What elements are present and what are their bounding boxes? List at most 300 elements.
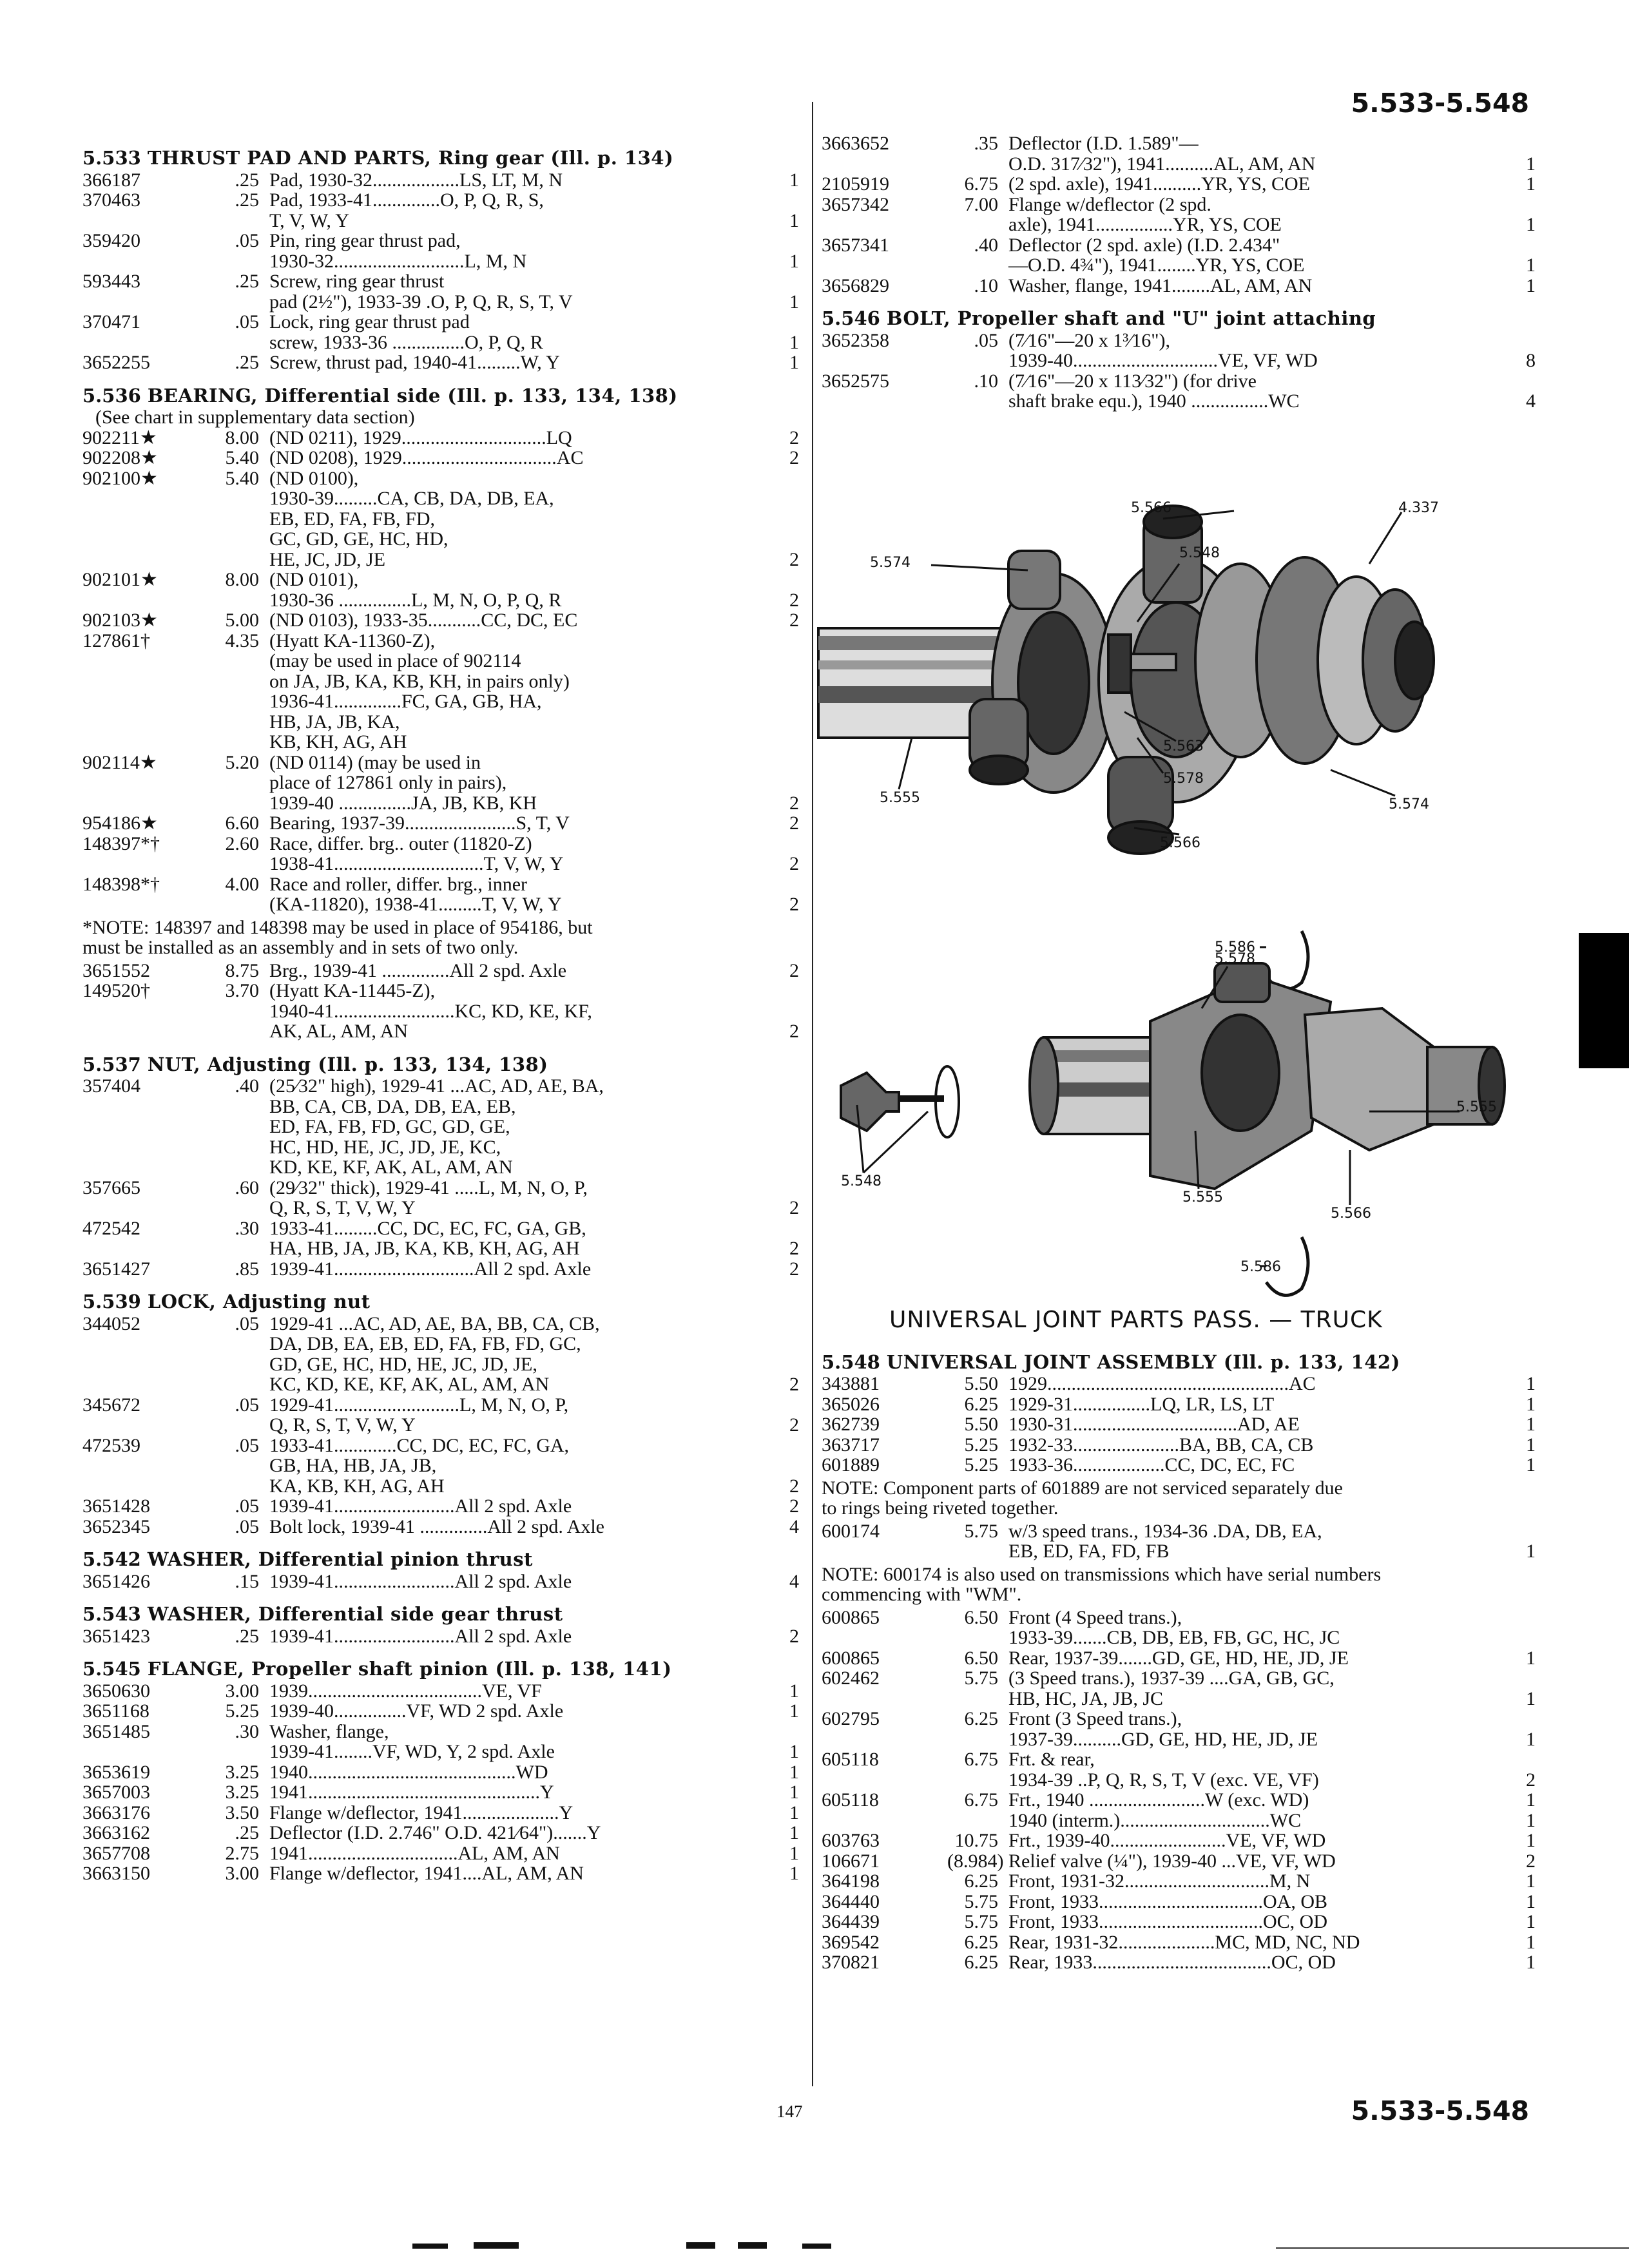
part-row	[82, 1823, 799, 1843]
part-quantity: 1	[1526, 1728, 1536, 1750]
part-price: .05	[235, 1515, 259, 1537]
part-quantity: 1	[1526, 1373, 1536, 1394]
part-number: 3651426	[82, 1570, 150, 1592]
part-row	[82, 874, 799, 915]
part-row	[82, 170, 799, 191]
part-row	[822, 1668, 1536, 1709]
part-row	[822, 1414, 1536, 1435]
part-number: 365026	[822, 1393, 880, 1415]
part-quantity: 2	[789, 589, 799, 611]
part-description: 1932-33......................BA, BB, CA, CB	[1008, 1434, 1314, 1456]
part-quantity: 1 1	[1526, 1789, 1536, 1831]
part-number: 3653619	[82, 1761, 150, 1783]
part-number: 343881	[822, 1373, 880, 1394]
part-price: 5.25	[964, 1434, 998, 1456]
part-price: .05	[235, 1495, 259, 1517]
part-number: 600174	[822, 1520, 880, 1542]
part-number: 603763	[822, 1830, 880, 1851]
section-title: LOCK, Adjusting nut	[147, 1291, 371, 1312]
part-description: 1933-36...................CC, DC, EC, FC	[1008, 1454, 1295, 1475]
part-description: 1939-41.........................All 2 spd. Axle	[269, 1625, 572, 1647]
universal-joint-illustration	[815, 467, 1537, 1369]
part-price: 2.75	[225, 1842, 259, 1864]
part-quantity: 1	[1526, 1952, 1536, 1973]
part-quantity: 2	[789, 1625, 799, 1647]
part-quantity: 1	[789, 1802, 799, 1823]
part-description: (25⁄32" high), 1929-41 ...AC, AD, AE, BA, BB, CA, CB, DA, DB, EA, EB, ED, FA, FB, FD, GC, GD, GE, HC, HD, HE, JC, JD, JE, KC, KD, KE, KF, AK, AL, AM, AN	[269, 1075, 604, 1178]
callout-5566-lower: 5.566	[1331, 1206, 1371, 1222]
part-quantity: 1	[1526, 274, 1536, 296]
part-row	[822, 1851, 1536, 1872]
part-number: 364198	[822, 1870, 880, 1892]
part-price: .40	[974, 234, 998, 256]
part-row	[82, 271, 799, 312]
callout-5566-top: 5.566	[1131, 500, 1171, 516]
part-row	[82, 428, 799, 448]
part-price: 5.75	[964, 1667, 998, 1689]
part-quantity: 2	[789, 1197, 799, 1218]
part-description: Front, 1931-32..............................M, N	[1008, 1870, 1311, 1892]
part-description: Front (3 Speed trans.), 1937-39..........GD, GE, HD, HE, JD, JE	[1008, 1708, 1318, 1750]
part-quantity: 1	[789, 169, 799, 191]
part-price: .30	[235, 1720, 259, 1742]
part-price: 7.00	[964, 193, 998, 215]
part-quantity: 1	[789, 1741, 799, 1762]
part-price: .05	[974, 329, 998, 351]
part-quantity: 2	[789, 1258, 799, 1280]
section-thumb-tab	[1579, 933, 1629, 1068]
part-number: 472539	[82, 1434, 140, 1456]
part-quantity: 2	[789, 1238, 799, 1259]
part-price: 5.00	[225, 610, 259, 631]
part-number: 106671	[822, 1850, 880, 1872]
part-row	[822, 1435, 1536, 1456]
part-number: 3656829	[822, 274, 889, 296]
section-heading	[82, 1550, 799, 1570]
part-number: 362739	[822, 1414, 880, 1435]
part-row	[82, 1571, 799, 1592]
part-number: 902101★	[82, 569, 158, 590]
catalog-section	[82, 1550, 799, 1591]
part-number: 3657708	[82, 1842, 150, 1864]
universal-joint-drawing	[815, 467, 1537, 1369]
part-price: 6.25	[964, 1708, 998, 1729]
part-number: 3652358	[822, 329, 889, 351]
part-number: 902114★	[82, 751, 157, 773]
part-quantity: 4	[789, 1570, 799, 1592]
part-quantity: 2	[789, 610, 799, 631]
part-row	[82, 1863, 799, 1884]
part-quantity: 1	[789, 1700, 799, 1722]
part-price: 6.25	[964, 1952, 998, 1973]
part-number: 902103★	[82, 610, 158, 631]
part-number: 3651427	[82, 1258, 150, 1280]
part-number: 472542	[82, 1217, 140, 1239]
part-row	[82, 1803, 799, 1823]
part-description: 1939....................................VE, VF	[269, 1680, 542, 1702]
part-price: 3.70	[225, 980, 259, 1001]
part-description: Rear, 1933.....................................OC, OD	[1008, 1952, 1336, 1973]
section-title: NUT, Adjusting (Ill. p. 133, 134, 138)	[147, 1053, 548, 1075]
part-description: Deflector (I.D. 2.746" O.D. 421⁄64").......Y	[269, 1822, 601, 1843]
part-price: .05	[235, 1312, 259, 1334]
part-row	[822, 1749, 1536, 1790]
part-number: 602795	[822, 1708, 880, 1729]
part-description: 1939-40...............VF, WD 2 spd. Axle	[269, 1700, 564, 1722]
part-price: .60	[235, 1177, 259, 1198]
part-price: 4.00	[225, 873, 259, 895]
part-row	[82, 1218, 799, 1259]
part-description: 1941...............................AL, AM, AN	[269, 1842, 560, 1864]
part-price: 6.25	[964, 1870, 998, 1892]
part-row	[82, 231, 799, 271]
part-description: Bearing, 1937-39.......................S, T, V	[269, 812, 570, 834]
part-price: .40	[235, 1075, 259, 1097]
scan-edge-line	[1276, 2247, 1629, 2249]
part-description: Race and roller, differ. brg., inner (KA-11820), 1938-41.........T, V, W, Y	[269, 873, 562, 915]
part-description: Rear, 1931-32....................MC, MD, NC, ND	[1008, 1931, 1360, 1953]
part-number: 3657342	[822, 193, 889, 215]
part-price: 5.50	[964, 1373, 998, 1394]
section-heading	[82, 1604, 799, 1625]
part-description: Rear, 1937-39.......GD, GE, HD, HE, JD, JE	[1008, 1647, 1349, 1669]
part-price: 5.40	[225, 467, 259, 489]
part-row	[82, 1076, 799, 1178]
part-quantity: 1	[1526, 1541, 1536, 1562]
part-description: Front, 1933..................................OA, OB	[1008, 1890, 1328, 1912]
callout-5548-upper: 5.548	[1179, 545, 1220, 561]
part-row	[82, 631, 799, 753]
part-description: 1933-41.............CC, DC, EC, FC, GA, GB, HA, HB, JA, JB, KA, KB, KH, AG, AH	[269, 1434, 570, 1497]
part-description: Flange w/deflector (2 spd. axle), 1941................YR, YS, COE	[1008, 193, 1282, 235]
part-row	[822, 1871, 1536, 1892]
catalog-section	[82, 1604, 799, 1646]
column-divider	[812, 102, 813, 2086]
callout-5555-lower: 5.555	[1182, 1189, 1223, 1206]
part-price: .25	[235, 1625, 259, 1647]
part-price: .05	[235, 230, 259, 251]
part-number: 364440	[822, 1890, 880, 1912]
part-description: Pad, 1930-32..................LS, LT, M, N	[269, 169, 563, 191]
scan-bleed-marks	[412, 2241, 863, 2250]
part-row	[82, 610, 799, 631]
part-row	[82, 570, 799, 610]
section-number: 5.536	[82, 384, 141, 407]
section-heading	[82, 1659, 799, 1680]
part-quantity: 2	[789, 427, 799, 448]
callout-5566-bottom: 5.566	[1160, 835, 1200, 851]
callout-5548-lower: 5.548	[841, 1173, 882, 1189]
part-quantity: 1	[1526, 1870, 1536, 1892]
part-quantity: 2	[789, 1495, 799, 1517]
callout-5574-right: 5.574	[1389, 796, 1429, 812]
part-row	[82, 1395, 799, 1436]
part-row	[822, 1912, 1536, 1932]
part-description: Relief valve (¼"), 1939-40 ...VE, VF, WD	[1008, 1850, 1336, 1872]
part-quantity: 1	[1526, 1414, 1536, 1435]
part-number: 359420	[82, 230, 140, 251]
section-title: BOLT, Propeller shaft and "U" joint attaching	[886, 307, 1376, 329]
part-row	[82, 448, 799, 468]
part-price: 5.40	[225, 447, 259, 468]
part-row	[82, 834, 799, 874]
part-quantity: 1	[1526, 255, 1536, 276]
section-heading	[82, 1292, 799, 1312]
part-description: 1929-31................LQ, LR, LS, LT	[1008, 1393, 1275, 1415]
part-description: 1939-41.............................All 2 spd. Axle	[269, 1258, 592, 1280]
part-description: Washer, flange, 1941........AL, AM, AN	[1008, 274, 1313, 296]
part-row	[822, 1790, 1536, 1831]
part-price: .10	[974, 274, 998, 296]
part-price: 3.25	[225, 1761, 259, 1783]
part-price: 5.25	[964, 1454, 998, 1475]
part-price: .05	[235, 1434, 259, 1456]
part-description: 1941................................................Y	[269, 1782, 554, 1803]
part-description: 1929-41 ...AC, AD, AE, BA, BB, CA, CB, DA, DB, EA, EB, ED, FA, FB, FD, GC, GD, GE, HC, HD, HE, JC, JD, JE, KC, KD, KE, KF, AK, AL, AM, AN	[269, 1312, 600, 1395]
section-number: 5.546	[822, 307, 880, 329]
part-row	[822, 133, 1536, 174]
part-price: 2.60	[225, 832, 259, 854]
part-quantity: 2	[789, 1374, 799, 1395]
part-description: 1939-41.........................All 2 spd. Axle	[269, 1495, 572, 1517]
part-description: Frt. & rear, 1934-39 ..P, Q, R, S, T, V (exc. VE, VF)	[1008, 1749, 1319, 1791]
page-range-footer: 5.533-5.548	[1351, 2095, 1529, 2126]
part-number: 902100★	[82, 467, 158, 489]
part-description: Washer, flange, 1939-41........VF, WD, Y, 2 spd. Axle	[269, 1720, 555, 1762]
part-price: .85	[235, 1258, 259, 1280]
part-quantity: 1	[789, 1680, 799, 1702]
part-row	[82, 1843, 799, 1864]
section-number: 5.533	[82, 147, 141, 169]
part-quantity: 1	[1526, 1830, 1536, 1851]
catalog-section	[82, 1292, 799, 1537]
part-price: 6.75	[964, 1789, 998, 1811]
section-heading	[82, 1055, 799, 1075]
part-row	[82, 1259, 799, 1280]
part-number: 3651423	[82, 1625, 150, 1647]
part-description: Brg., 1939-41 ..............All 2 spd. Axle	[269, 959, 567, 981]
part-number: 600865	[822, 1647, 880, 1669]
part-row	[822, 1374, 1536, 1394]
section-number: 5.542	[82, 1548, 141, 1570]
part-row	[82, 1436, 799, 1497]
part-price: 10.75	[954, 1830, 998, 1851]
part-price: .25	[235, 189, 259, 211]
part-price: .25	[235, 1822, 259, 1843]
part-price: 3.00	[225, 1680, 259, 1702]
part-price: 5.20	[225, 751, 259, 773]
part-row	[82, 1314, 799, 1395]
part-price: 6.60	[225, 812, 259, 834]
part-number: 602462	[822, 1667, 880, 1689]
part-quantity: 1	[789, 1822, 799, 1843]
part-quantity: 2	[1526, 1769, 1536, 1791]
part-price: .10	[974, 370, 998, 392]
part-number: 3650630	[82, 1680, 150, 1702]
part-row	[82, 1178, 799, 1218]
part-row	[82, 190, 799, 231]
part-number: 345672	[82, 1394, 140, 1416]
callout-5578-lower: 5.578	[1215, 951, 1255, 967]
part-quantity: 1	[1526, 153, 1536, 175]
part-price: 8.75	[225, 959, 259, 981]
part-description: (ND 0103), 1933-35...........CC, DC, EC	[269, 610, 578, 631]
part-description: (ND 0100), 1930-39.........CA, CB, DA, DB, EA, EB, ED, FA, FB, FD, GC, GD, GE, HC, HD, HE, JC, JD, JE	[269, 467, 554, 570]
part-row	[822, 1892, 1536, 1912]
part-price: .25	[235, 169, 259, 191]
part-quantity: 2	[789, 894, 799, 915]
part-row	[822, 1709, 1536, 1749]
part-number: 3657341	[822, 234, 889, 256]
part-row	[822, 1932, 1536, 1953]
part-number: 605118	[822, 1749, 879, 1770]
part-number: 902208★	[82, 447, 158, 468]
part-description: (ND 0114) (may be used in place of 127861 only in pairs), 1939-40 ...............JA, JB, KB, KH	[269, 751, 537, 814]
part-number: 370463	[82, 189, 140, 211]
part-number: 344052	[82, 1312, 140, 1334]
part-quantity: 1	[789, 250, 799, 272]
part-quantity: 1	[789, 1782, 799, 1803]
part-price: 5.50	[964, 1414, 998, 1435]
left-column	[82, 135, 799, 1884]
part-row	[82, 1782, 799, 1803]
part-price: .25	[235, 352, 259, 373]
callout-5586-lower: 5.586	[1240, 1259, 1281, 1275]
part-row	[82, 1496, 799, 1517]
part-row	[82, 961, 799, 981]
part-row	[822, 1952, 1536, 1973]
part-row	[82, 753, 799, 814]
section-title: UNIVERSAL JOINT ASSEMBLY (Ill. p. 133, 142)	[886, 1350, 1400, 1373]
part-price: .05	[235, 1394, 259, 1416]
part-description: (Hyatt KA-11360-Z), (may be used in place of 902114 on JA, JB, KA, KB, KH, in pairs only) 1936-41..............FC, GA, GB, HA, HB, JA, JB, KA, KB, KH, AG, AH	[269, 629, 570, 753]
part-description: Deflector (2 spd. axle) (I.D. 2.434" —O.D. 4¾"), 1941........YR, YS, COE	[1008, 234, 1305, 276]
part-quantity: 2	[789, 1414, 799, 1436]
part-description: (2 spd. axle), 1941..........YR, YS, COE	[1008, 173, 1311, 195]
part-description: Bolt lock, 1939-41 ..............All 2 spd. Axle	[269, 1515, 604, 1537]
catalog-section	[82, 1659, 799, 1884]
part-description: Frt., 1940 ........................W (exc. WD) 1940 (interm.)...............................WC	[1008, 1789, 1309, 1831]
part-price: 5.75	[964, 1911, 998, 1932]
part-description: Deflector (I.D. 1.589"— O.D. 317⁄32"), 1941..........AL, AM, AN	[1008, 133, 1316, 175]
page-number: 147	[776, 2102, 803, 2121]
callout-5586-upper: 5.586	[1215, 939, 1255, 956]
part-quantity: 1	[789, 209, 799, 231]
section-heading	[82, 386, 799, 407]
part-quantity: 1	[1526, 1434, 1536, 1456]
part-number: 369542	[822, 1931, 880, 1953]
part-quantity: 2	[789, 548, 799, 570]
callout-4337: 4.337	[1398, 500, 1439, 516]
part-number: 357404	[82, 1075, 140, 1097]
part-description: 1939-41.........................All 2 spd. Axle	[269, 1570, 572, 1592]
part-number: 3663162	[82, 1822, 150, 1843]
part-number: 3663150	[82, 1863, 150, 1884]
part-description: Lock, ring gear thrust pad screw, 1933-36 ...............O, P, Q, R	[269, 311, 543, 353]
part-number: 370471	[82, 311, 140, 332]
part-price: .30	[235, 1217, 259, 1239]
part-quantity: 1	[1526, 1931, 1536, 1953]
part-quantity: 1	[789, 1842, 799, 1864]
part-quantity: 1	[1526, 173, 1536, 195]
part-price: .35	[974, 133, 998, 154]
part-number: 601889	[822, 1454, 880, 1475]
figure-caption: UNIVERSAL JOINT PARTS PASS. — TRUCK	[889, 1307, 1383, 1333]
part-price: 3.00	[225, 1863, 259, 1884]
part-quantity: 1	[1526, 1454, 1536, 1475]
part-number: 3652255	[82, 352, 150, 373]
part-number: 3651168	[82, 1700, 149, 1722]
part-row	[822, 174, 1536, 195]
part-row	[82, 1701, 799, 1722]
part-row	[822, 1521, 1536, 1562]
part-price: (8.984)	[947, 1850, 1004, 1872]
part-description: (Hyatt KA-11445-Z), 1940-41.........................KC, KD, KE, KF, AK, AL, AM, AN	[269, 980, 592, 1042]
part-row	[822, 331, 1536, 371]
part-number: 600865	[822, 1606, 880, 1628]
part-quantity: 8	[1526, 350, 1536, 371]
part-price: 3.25	[225, 1782, 259, 1803]
part-price: .05	[235, 311, 259, 332]
part-row	[82, 468, 799, 570]
part-number: 902211★	[82, 427, 157, 448]
part-description: (29⁄32" thick), 1929-41 .....L, M, N, O, P, Q, R, S, T, V, W, Y	[269, 1177, 588, 1218]
part-price: 4.35	[225, 629, 259, 651]
catalog-section	[82, 1055, 799, 1280]
part-number: 3651428	[82, 1495, 150, 1517]
part-price: 3.50	[225, 1802, 259, 1823]
section-title: THRUST PAD AND PARTS, Ring gear (Ill. p. 134)	[147, 147, 674, 169]
part-description: (ND 0208), 1929................................AC	[269, 447, 584, 468]
part-price: 5.25	[225, 1700, 259, 1722]
part-row	[822, 195, 1536, 235]
part-number: 3663176	[82, 1802, 150, 1823]
section-heading	[82, 148, 799, 169]
section-note: NOTE: 600174 is also used on transmissions which have serial numbers commencing with "WM".	[822, 1563, 1382, 1605]
part-price: 6.50	[964, 1606, 998, 1628]
part-number: 363717	[822, 1434, 880, 1456]
part-quantity: 1	[789, 1863, 799, 1884]
part-description: (ND 0211), 1929..............................LQ	[269, 427, 572, 448]
part-number: 3657003	[82, 1782, 150, 1803]
catalog-section	[822, 1352, 1536, 1973]
part-quantity: 2	[789, 1475, 799, 1497]
part-price: 8.00	[225, 569, 259, 590]
part-description: Flange w/deflector, 1941....................Y	[269, 1802, 574, 1823]
section-note: NOTE: Component parts of 601889 are not serviced separately due to rings being riveted together.	[822, 1477, 1343, 1519]
part-price: .25	[235, 271, 259, 292]
part-quantity: 1	[1526, 1911, 1536, 1932]
part-description: Screw, thrust pad, 1940-41.........W, Y	[269, 352, 560, 373]
section-title: WASHER, Differential pinion thrust	[147, 1548, 533, 1570]
part-row	[82, 312, 799, 352]
callout-5574-left: 5.574	[870, 555, 911, 571]
part-description: (ND 0101), 1930-36 ...............L, M, N, O, P, Q, R	[269, 569, 562, 611]
part-number: 3651552	[82, 959, 150, 981]
part-row	[822, 235, 1536, 276]
section-subtitle: (See chart in supplementary data section)	[95, 407, 415, 428]
part-description: (3 Speed trans.), 1937-39 ....GA, GB, GC, HB, HC, JA, JB, JC	[1008, 1667, 1335, 1709]
part-quantity: 2	[789, 792, 799, 814]
part-description: Screw, ring gear thrust pad (2½"), 1933-39 .O, P, Q, R, S, T, V	[269, 271, 573, 312]
section-number: 5.539	[82, 1291, 141, 1312]
catalog-section	[82, 148, 799, 373]
part-price: 6.50	[964, 1647, 998, 1669]
callout-5555-upper: 5.555	[880, 790, 920, 806]
part-quantity: 1	[789, 331, 799, 353]
part-price: 6.25	[964, 1393, 998, 1415]
part-row	[822, 1608, 1536, 1648]
